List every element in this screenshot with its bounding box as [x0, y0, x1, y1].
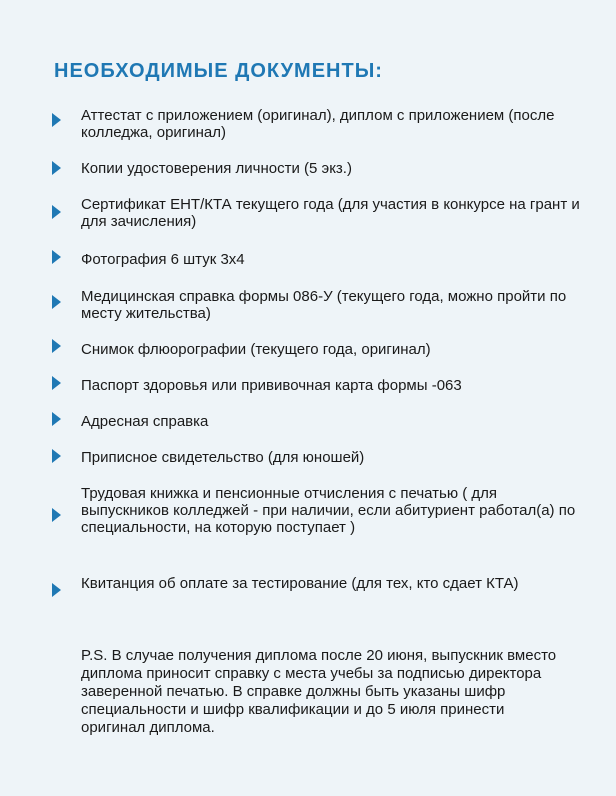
list-item-text: Сертификат ЕНТ/КТА текущего года (для участия в конкурсе на грант и для зачисления): [81, 196, 580, 230]
triangle-bullet-icon: [52, 583, 61, 597]
list-item-text: Аттестат с приложением (оригинал), диплом с приложением (после колледжа, оригинал): [81, 107, 555, 141]
triangle-bullet-icon: [52, 250, 61, 264]
list-item-text: Медицинская справка формы 086-У (текущего года, можно пройти по месту жительства): [81, 288, 567, 322]
list-item-text: Снимок флюорографии (текущего года, оригинал): [81, 341, 431, 358]
triangle-bullet-icon: [52, 412, 61, 426]
postscript-note: P.S. В случае получения диплома после 20 июня, выпускник вместо диплома приносит справку с места учебы за подписью директора заверенной печатью. В справке должны быть указаны шифр специальности и шифр квалификации и до 5 июля принести оригинал диплома.: [81, 647, 557, 736]
triangle-bullet-icon: [52, 508, 61, 522]
list-item-text: Фотография 6 штук 3х4: [81, 251, 245, 268]
list-item-text: Трудовая книжка и пенсионные отчисления с печатью ( для выпускников колледжей - при наличии, если абитуриент работал(а) по специальности, на которую поступает ): [81, 485, 576, 536]
triangle-bullet-icon: [52, 113, 61, 127]
list-item-text: Паспорт здоровья или прививочная карта формы -063: [81, 377, 462, 394]
triangle-bullet-icon: [52, 339, 61, 353]
list-item-text: Приписное свидетельство (для юношей): [81, 449, 365, 466]
list-item-text: Квитанция об оплате за тестирование (для тех, кто сдает КТА): [81, 575, 519, 592]
list-item-text: Адресная справка: [81, 413, 209, 430]
triangle-bullet-icon: [52, 295, 61, 309]
triangle-bullet-icon: [52, 449, 61, 463]
list-item-text: Копии удостоверения личности (5 экз.): [81, 160, 352, 177]
triangle-bullet-icon: [52, 205, 61, 219]
triangle-bullet-icon: [52, 376, 61, 390]
triangle-bullet-icon: [52, 161, 61, 175]
page-title: НЕОБХОДИМЫЕ ДОКУМЕНТЫ:: [54, 60, 383, 82]
